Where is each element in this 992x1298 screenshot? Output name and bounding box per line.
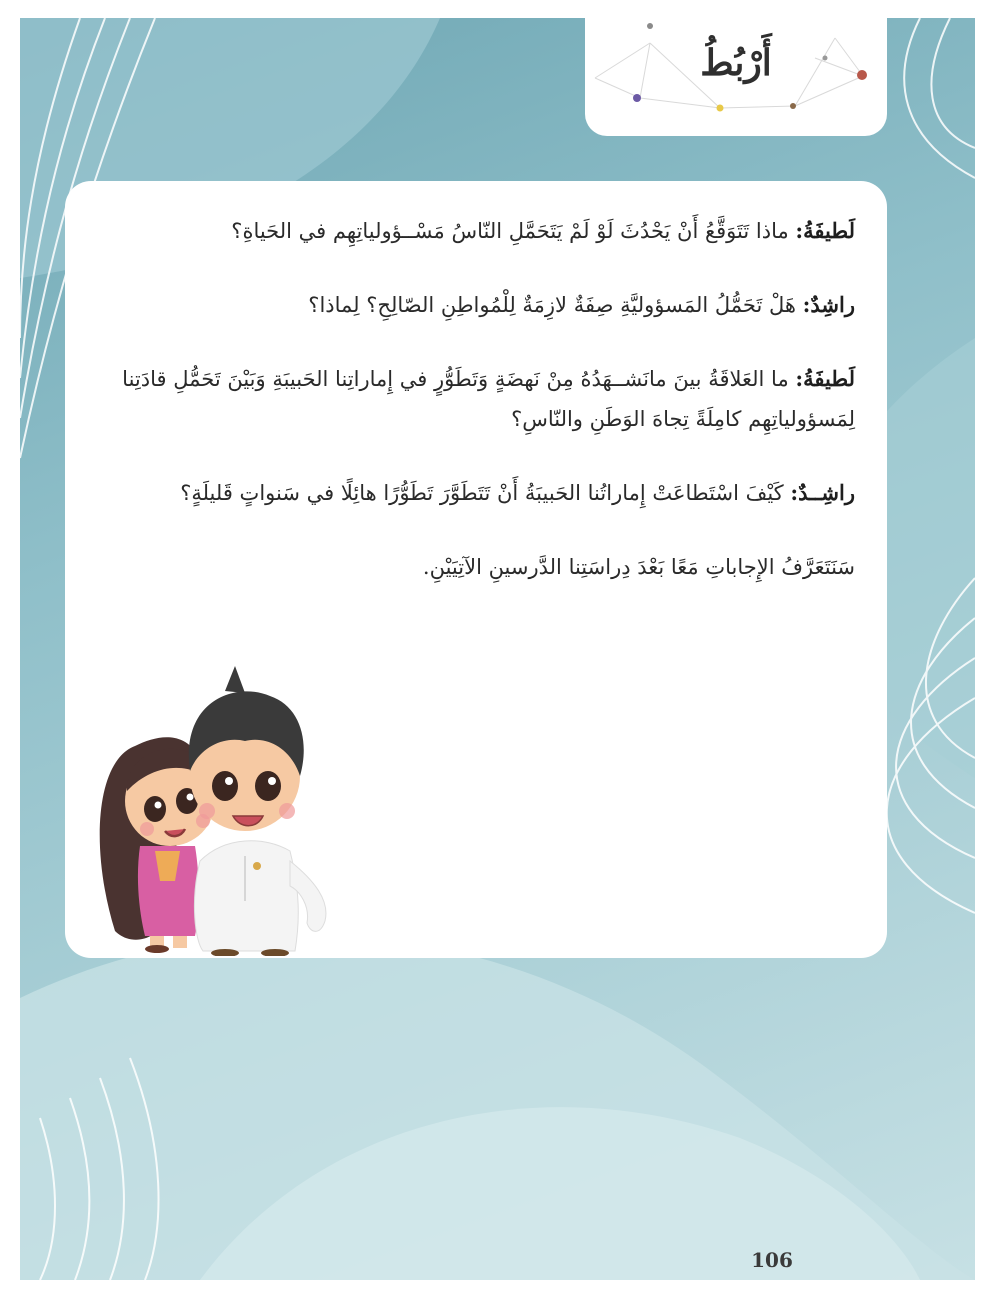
speaker-name: راشِــدٌ: bbox=[790, 480, 855, 505]
speaker-name: لَطيفَةُ: bbox=[795, 218, 855, 243]
dialogue bbox=[120, 211, 855, 621]
dialogue-text: كَيْفَ اسْتَطاعَتْ إِماراتُنا الحَبيبَةُ أَنْ تَتَطَوَّرَ تَطَوُّرًا هائِلًا في سَنواتٍ قَليلَةٍ؟ bbox=[180, 481, 791, 505]
children-illustration bbox=[85, 651, 385, 956]
speaker-name: راشِدٌ: bbox=[802, 292, 855, 317]
section-title: أَرْبُطُ bbox=[700, 42, 772, 84]
dialogue-text: سَنَتَعَرَّفُ الإِجاباتِ مَعًا بَعْدَ دِراسَتِنا الدَّرسينِ الآتِيَيْنِ. bbox=[422, 555, 855, 579]
dialogue-text: ما العَلاقَةُ بينَ مانَشــهَدُهُ مِنْ نَهضَةٍ وَتَطَوُّرٍ في إِماراتِنا الحَبيبَةِ وَبَيْنَ تَحَمُّلِ قادَتِنا لِمَسؤولياتِهِم كامِلَةً تِجاهَ الوَطَنِ والنّاسِ؟ bbox=[122, 367, 855, 431]
dialogue-text: ماذا تَتَوَقَّعُ أَنْ يَحْدُثَ لَوْ لَمْ يَتَحَمَّلِ النّاسُ مَسْــؤولياتِهِم في الحَياةِ؟ bbox=[231, 219, 796, 243]
section-header-tab bbox=[585, 18, 887, 136]
dialogue-line bbox=[120, 211, 855, 251]
dialogue-card bbox=[65, 181, 887, 958]
dialogue-line bbox=[120, 473, 855, 513]
dialogue-conclusion bbox=[120, 547, 855, 587]
dialogue-text: هَلْ تَحَمُّلُ المَسؤوليَّةِ صِفَةٌ لازِمَةٌ لِلْمُواطِنِ الصّالِحِ؟ لِماذا؟ bbox=[308, 293, 803, 317]
speaker-name: لَطيفَةُ: bbox=[795, 366, 855, 391]
dialogue-line bbox=[120, 359, 855, 439]
page-background bbox=[20, 18, 975, 1280]
page-number: 106 bbox=[751, 1248, 793, 1272]
dialogue-line bbox=[120, 285, 855, 325]
boy-character bbox=[189, 666, 326, 956]
